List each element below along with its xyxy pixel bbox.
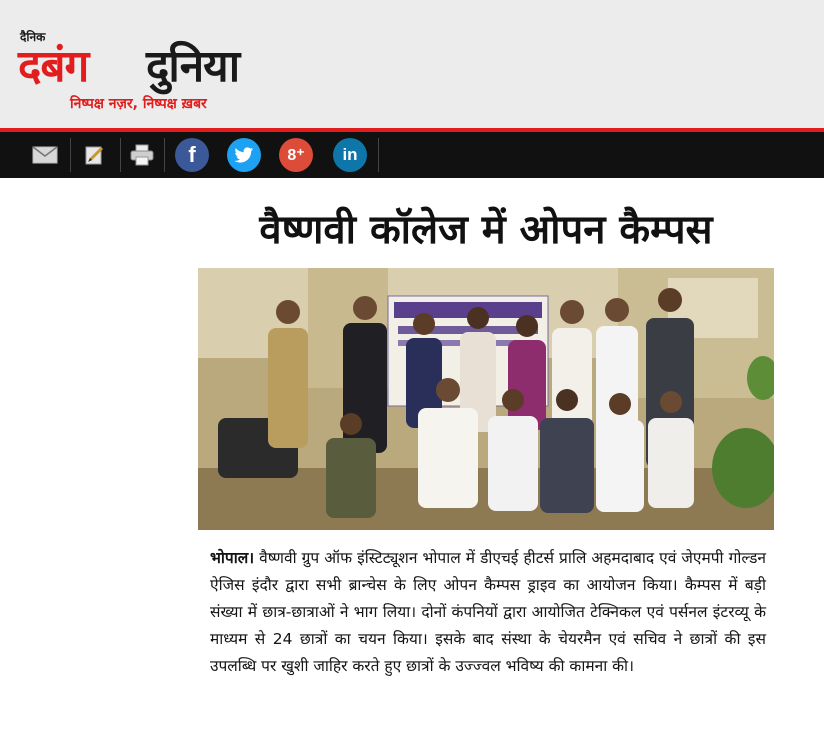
edit-button[interactable] <box>72 132 118 178</box>
mail-icon <box>32 146 58 164</box>
toolbar-divider <box>378 138 379 172</box>
print-button[interactable] <box>122 132 162 178</box>
logo-dainik-text: दैनिक <box>20 30 46 44</box>
google-plus-share-button[interactable] <box>276 132 316 178</box>
article-dateline: भोपाल। <box>210 549 255 567</box>
share-toolbar <box>0 132 824 178</box>
linkedin-icon: in <box>333 138 367 172</box>
toolbar-divider <box>164 138 165 172</box>
twitter-icon <box>227 138 261 172</box>
masthead <box>0 0 824 128</box>
facebook-share-button[interactable] <box>172 132 212 178</box>
logo-tagline: निष्पक्ष नज़र, निष्पक्ष ख़बर <box>70 96 207 112</box>
article-headline: वैष्णवी कॉलेज में ओपन कैम्पस <box>259 207 713 253</box>
edit-icon <box>84 144 106 166</box>
newspaper-logo[interactable] <box>16 22 316 118</box>
article-body-text: वैष्णवी ग्रुप ऑफ इंस्टिट्यूशन भोपाल में डीएचई हीटर्स प्रालि अहमदाबाद एवं जेएमपी गोल्डन ऐजिस इंदौर द्वारा सभी ब्रान्चेस के लिए ओपन कैम्पस ड्राइव का आयोजन किया। कैम्पस में बड़ी संख्या में छात्र-छात्राओं ने भाग लिया। दोनों कंपनियों द्वारा आयोजित टेक्निकल एवं पर्सनल इंटरव्यू के माध्यम से 24 छात्रों का चयन किया। इसके बाद संस्था के चेयरमैन एवं सचिव ने छात्रों की इस उपलब्धि पर खुशी जाहिर करते हुए छात्रों के उज्ज्वल भविष्य की कामना की। <box>210 549 766 675</box>
logo-duniya-text: दुनिया <box>146 41 240 92</box>
mail-button[interactable] <box>22 132 68 178</box>
twitter-share-button[interactable] <box>224 132 264 178</box>
toolbar-divider <box>120 138 121 172</box>
logo-dabang-text: दबंग <box>18 41 89 92</box>
google-plus-icon: 8⁺ <box>279 138 313 172</box>
article-body <box>210 545 766 680</box>
linkedin-share-button[interactable] <box>330 132 370 178</box>
article-photo <box>198 268 774 530</box>
print-icon <box>130 144 154 166</box>
facebook-icon: f <box>175 138 209 172</box>
toolbar-divider <box>70 138 71 172</box>
